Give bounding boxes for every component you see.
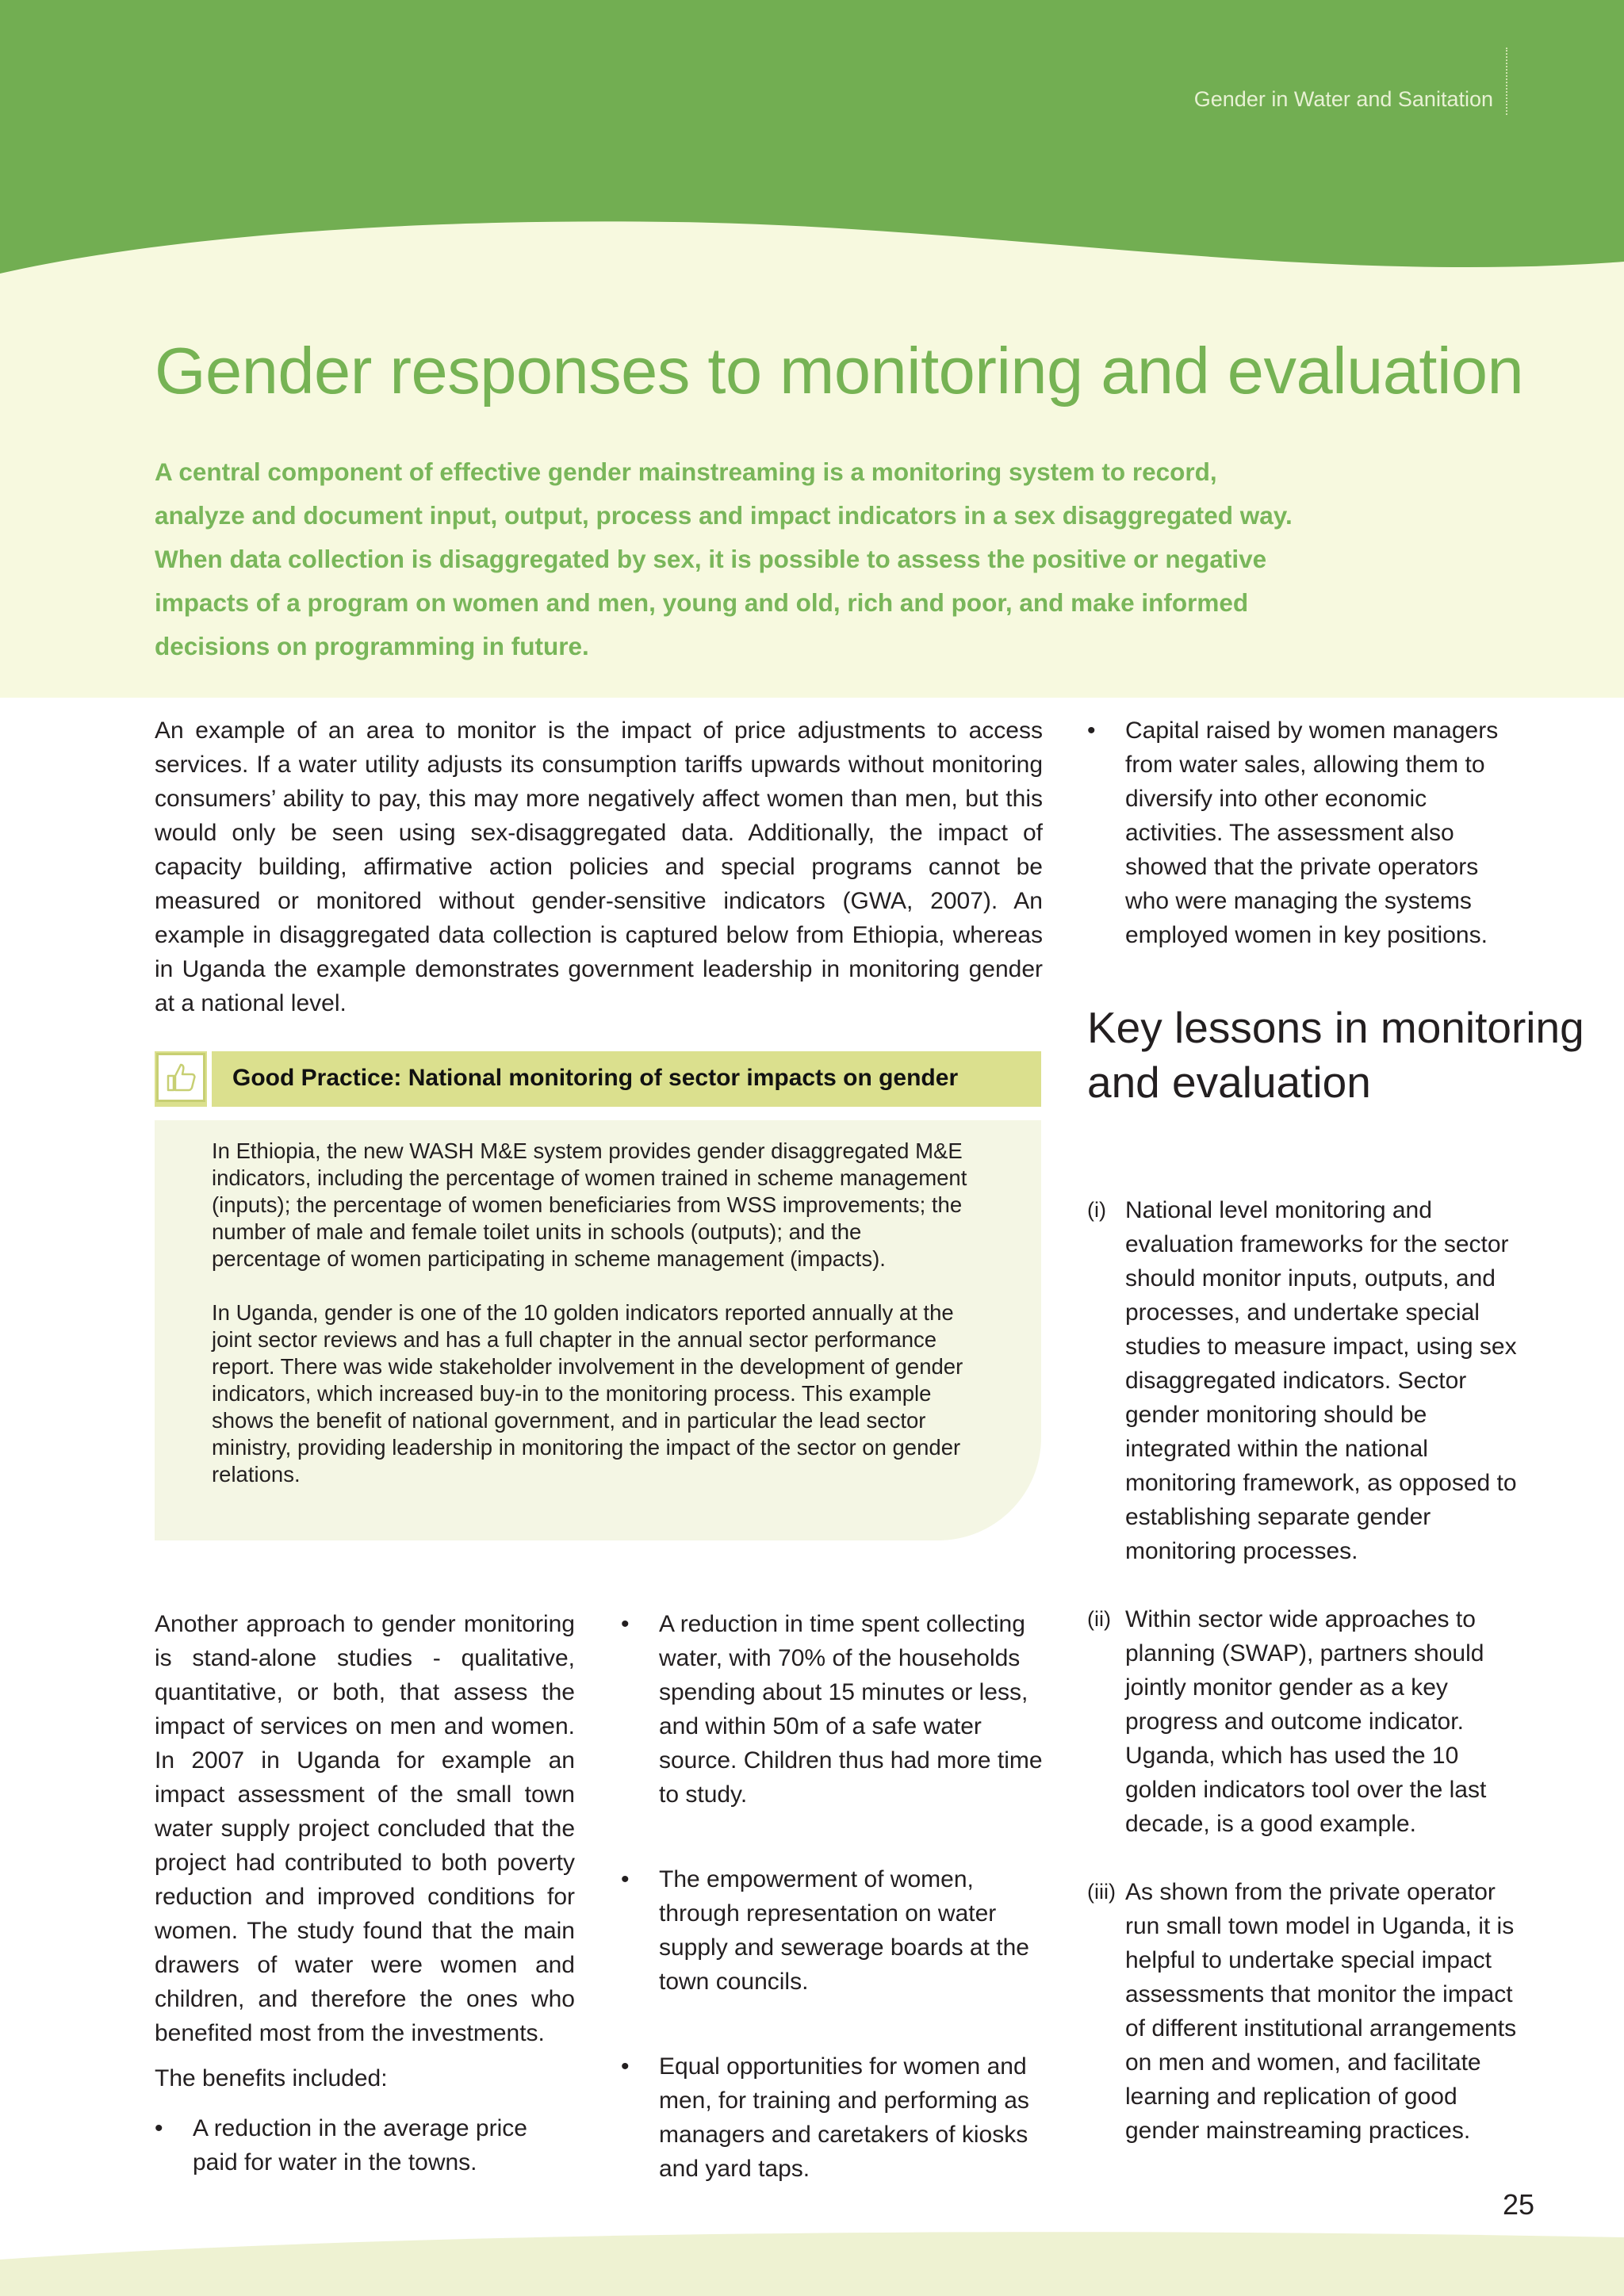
list-item: • A reduction in the average price paid for water in the towns. <box>155 2111 575 2179</box>
good-practice-title: Good Practice: National monitoring of sector impacts on gender <box>232 1065 959 1091</box>
good-practice-banner <box>155 1051 1041 1107</box>
list-item: • The empowerment of women, through representation on water supply and sewerage boards at the town councils. <box>621 1862 1043 1999</box>
list-item: • A reduction in time spent collecting water, with 70% of the households spending about 15 minutes or less, and within 50m of a safe water source. Children thus had more time to study. <box>621 1607 1043 1812</box>
lead-paragraph: A central component of effective gender mainstreaming is a monitoring system to record, analyze and document input, output, process and impact indicators in a sex disaggregated way. When data collection is disaggregated by sex, it is possible to assess the positive or negative impacts of a program on women and men, young and old, rich and poor, and make informed decisions on programming in future. <box>155 457 1293 660</box>
good-practice-box <box>155 1120 1041 1540</box>
intro-paragraph: An example of an area to monitor is the impact of price adjustments to access services. If a water utility adjusts its consumption tariffs upwards without monitoring consumers’ ability to pay, this may more negatively affect women than men, but this would only be seen using sex-disaggregated data. Additionally, the impact of capacity building, affirmative action policies and special programs cannot be measured or monitored without gender-sensitive indicators (GWA, 2007). An example in disaggregated data collection is captured below from Ethiopia, whereas in Uganda the example demonstrates government leadership in monitoring gender at a national level. <box>155 718 1043 1016</box>
key-lessons-list <box>1087 1193 1519 2148</box>
list-item: • Capital raised by women managers from water sales, allowing them to diversify into other economic activities. The assessment also showed that the private operators who were managing the systems employed women in key positions. <box>1087 714 1519 952</box>
bottom-cream-wave <box>0 2232 1624 2296</box>
page-title: Gender responses to monitoring and evaluation <box>155 334 1524 408</box>
bullet-icon: • <box>155 2115 163 2141</box>
bullet-icon: • <box>621 1866 630 1892</box>
good-practice-paragraph-ethiopia: In Ethiopia, the new WASH M&E system provides gender disaggregated M&E indicators, including the percentage of women trained in scheme management (inputs); the percentage of women beneficiaries from WSS improvements; the number of male and female toilet units in schools (outputs); and the percentage of women participating in scheme management (impacts). <box>212 1138 967 1271</box>
lesson-item: (iii) As shown from the private operator run small town model in Uganda, it is helpful to undertake special impact assessments that monitor the impact of different institutional arrangements on men and women, and facilitate learning and replication of good gender mainstreaming practices. <box>1087 1879 1517 2144</box>
benefits-intro: The benefits included: <box>155 2065 388 2091</box>
running-head: Gender in Water and Sanitation <box>1193 87 1493 111</box>
good-practice-text <box>212 1138 973 1515</box>
good-practice-paragraph-uganda: In Uganda, gender is one of the 10 golden indicators reported annually at the joint sector reviews and has a full chapter in the annual sector performance report. There was wide stakeholder involvement in the development of gender indicators, which increased buy-in to the monitoring process. This example shows the benefit of national government, and in particular the lead sector ministry, providing leadership in monitoring the impact of the sector on gender relations. <box>212 1300 963 1487</box>
lower-middle-column <box>621 1607 1043 2186</box>
list-item: • Equal opportunities for women and men, for training and performing as managers and caretakers of kiosks and yard taps. <box>621 2049 1043 2186</box>
bullet-icon: • <box>621 2053 630 2080</box>
lesson-item: (ii) Within sector wide approaches to planning (SWAP), partners should jointly monitor gender as a key progress and outcome indicator. Uganda, which has used the 10 golden indicators tool over the last decade, is a good example. <box>1087 1606 1487 1837</box>
lower-left-column <box>155 1607 575 2179</box>
banner-divider <box>207 1051 212 1107</box>
bullet-icon: • <box>621 1611 630 1637</box>
lesson-item: (i) National level monitoring and evaluation frameworks for the sector should monitor inputs, outputs, and processes, and undertake special studies to measure impact, using sex disaggregated indicators. Sector gender monitoring should be integrated within the national monitoring framework, as opposed to establishing separate gender monitoring processes. <box>1087 1197 1517 1564</box>
bullet-icon: • <box>1087 718 1096 744</box>
right-column-top <box>1087 714 1519 952</box>
stand-alone-paragraph: Another approach to gender monitoring is stand-alone studies - qualitative, quantitative, or both, that assess the impact of services on men and women. In 2007 in Uganda for example an impact assessment of the small town water supply project concluded that the project had contributed to both poverty reduction and improved conditions for women. The study found that the main drawers of water were women and children, and therefore the ones who benefited most from the investments. <box>155 1611 575 2046</box>
page-number: 25 <box>1503 2188 1535 2221</box>
thumbs-up-icon <box>156 1053 205 1102</box>
key-lessons-heading: Key lessons in monitoring and evaluation <box>1087 1003 1584 1107</box>
header-rule <box>1506 48 1507 115</box>
